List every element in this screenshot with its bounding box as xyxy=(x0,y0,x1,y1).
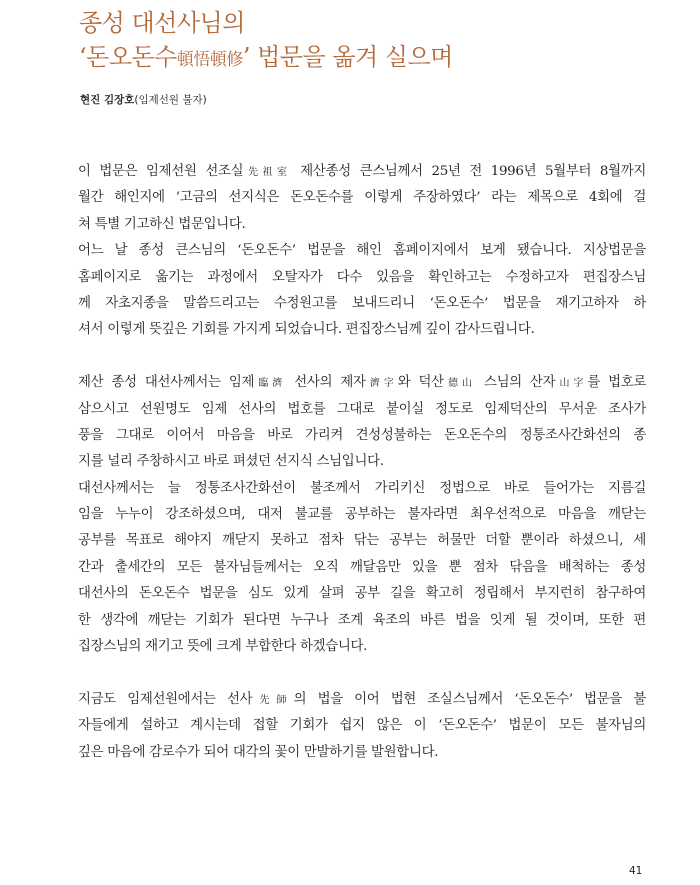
article-title xyxy=(79,6,453,77)
text-line: 삼으시고 선원명도 임제 선사의 법호를 그대로 붙이실 정도로 임제덕산의 무서운 조사가 xyxy=(78,401,646,417)
text-line: 한 생각에 깨닫는 기회가 된다면 누구나 조계 육조의 바른 법을 잇게 될 것이며, 또한 편 xyxy=(78,612,646,628)
hanja-gloss: 臨濟 xyxy=(254,378,287,390)
title-line-2 xyxy=(79,43,453,71)
title-line-1: 종성 대선사님의 xyxy=(79,9,245,37)
text-line: 제산 종성 대선사께서는 임제臨濟 선사의 제자濟字와 덕산德山 스님의 산자山字를 법호로 xyxy=(78,375,647,391)
hanja-gloss: 德山 xyxy=(443,378,476,390)
title-line-2-end: ’ 법문을 옮겨 실으며 xyxy=(242,43,453,71)
text-line: 풍을 그대로 이어서 마음을 바로 가리켜 견성성불하는 돈오돈수의 정통조사간화선의 종 xyxy=(78,427,646,443)
title-hanja: 頓悟頓修 xyxy=(176,50,243,70)
paragraph-gap xyxy=(78,344,646,370)
paragraph-gap xyxy=(78,660,646,686)
article-body xyxy=(78,159,646,766)
hanja-gloss: 先師 xyxy=(252,694,294,706)
text-line: 깊은 마음에 감로수가 되어 대각의 꽃이 만발하기를 발원합니다. xyxy=(78,744,439,760)
text-line: 이 법문은 임제선원 선조실先祖室 제산종성 큰스님께서 25년 전 1996년 5월부터 8월까지 xyxy=(78,164,647,179)
hanja-gloss: 山字 xyxy=(555,378,588,390)
text-line: 홈페이지로 옮기는 과정에서 오탈자가 다수 있음을 확인하고는 수정하고자 편집장스님 xyxy=(78,269,646,285)
page-number: 41 xyxy=(629,865,643,877)
text-line: 간과 출세간의 모든 불자님들께서는 오직 깨달음만 있을 뿐 점차 닦음을 배척하는 종성 xyxy=(78,559,646,575)
text-line: 월간 해인지에 ‘고금의 선지식은 돈오돈수를 이렇게 주장하였다’ 라는 제목으로 4회에 걸 xyxy=(78,190,646,206)
text-line: 임을 누누이 강조하셨으며, 대저 불교를 공부하는 불자라면 최우선적으로 마음을 깨닫는 xyxy=(78,507,646,523)
hanja-gloss: 濟字 xyxy=(365,378,398,390)
text-line: 쳐 특별 기고하신 법문입니다. xyxy=(78,216,246,232)
text-line: 셔서 이렇게 뜻깊은 기회를 가지게 되었습니다. 편집장스님께 깊이 감사드립니다. xyxy=(78,322,535,338)
text-line: 지를 널리 주창하시고 바로 펴셨던 선지식 스님입니다. xyxy=(78,454,384,470)
author-affiliation: (임제선원 불자) xyxy=(134,94,207,106)
hanja-gloss: 先祖室 xyxy=(243,167,292,178)
text-line: 자들에게 설하고 계시는데 접할 기회가 쉽지 않은 이 ‘돈오돈수’ 법문이 모든 불자님의 xyxy=(78,718,646,734)
text-line: 지금도 임제선원에서는 선사先師의 법을 이어 법현 조실스님께서 ‘돈오돈수’ 법문을 불 xyxy=(78,691,646,707)
author-name: 현진 김장호 xyxy=(80,94,135,106)
text-line: 집장스님의 재기고 뜻에 크게 부합한다 하겠습니다. xyxy=(78,639,368,655)
text-line: 대선사께서는 늘 정통조사간화선이 불조께서 가리키신 정법으로 바로 들어가는 지름길 xyxy=(78,480,646,496)
title-line-2-start: ‘돈오돈수 xyxy=(79,43,177,71)
author-byline xyxy=(80,92,207,107)
text-line: 대선사의 돈오돈수 법문을 심도 있게 살펴 공부 길을 확고히 정립해서 부지런히 참구하여 xyxy=(78,586,646,602)
text-line: 어느 날 종성 큰스님의 ‘돈오돈수’ 법문을 해인 홈페이지에서 보게 됐습니다. 지상법문을 xyxy=(78,243,646,259)
text-line: 께 자초지종을 말씀드리고는 수정원고를 보내드리니 ‘돈오돈수’ 법문을 재기고하자 하 xyxy=(78,295,646,311)
text-line: 공부를 목표로 해야지 깨닫지 못하고 점차 닦는 공부는 허물만 더할 뿐이라 하셨으니, 세 xyxy=(78,533,646,549)
